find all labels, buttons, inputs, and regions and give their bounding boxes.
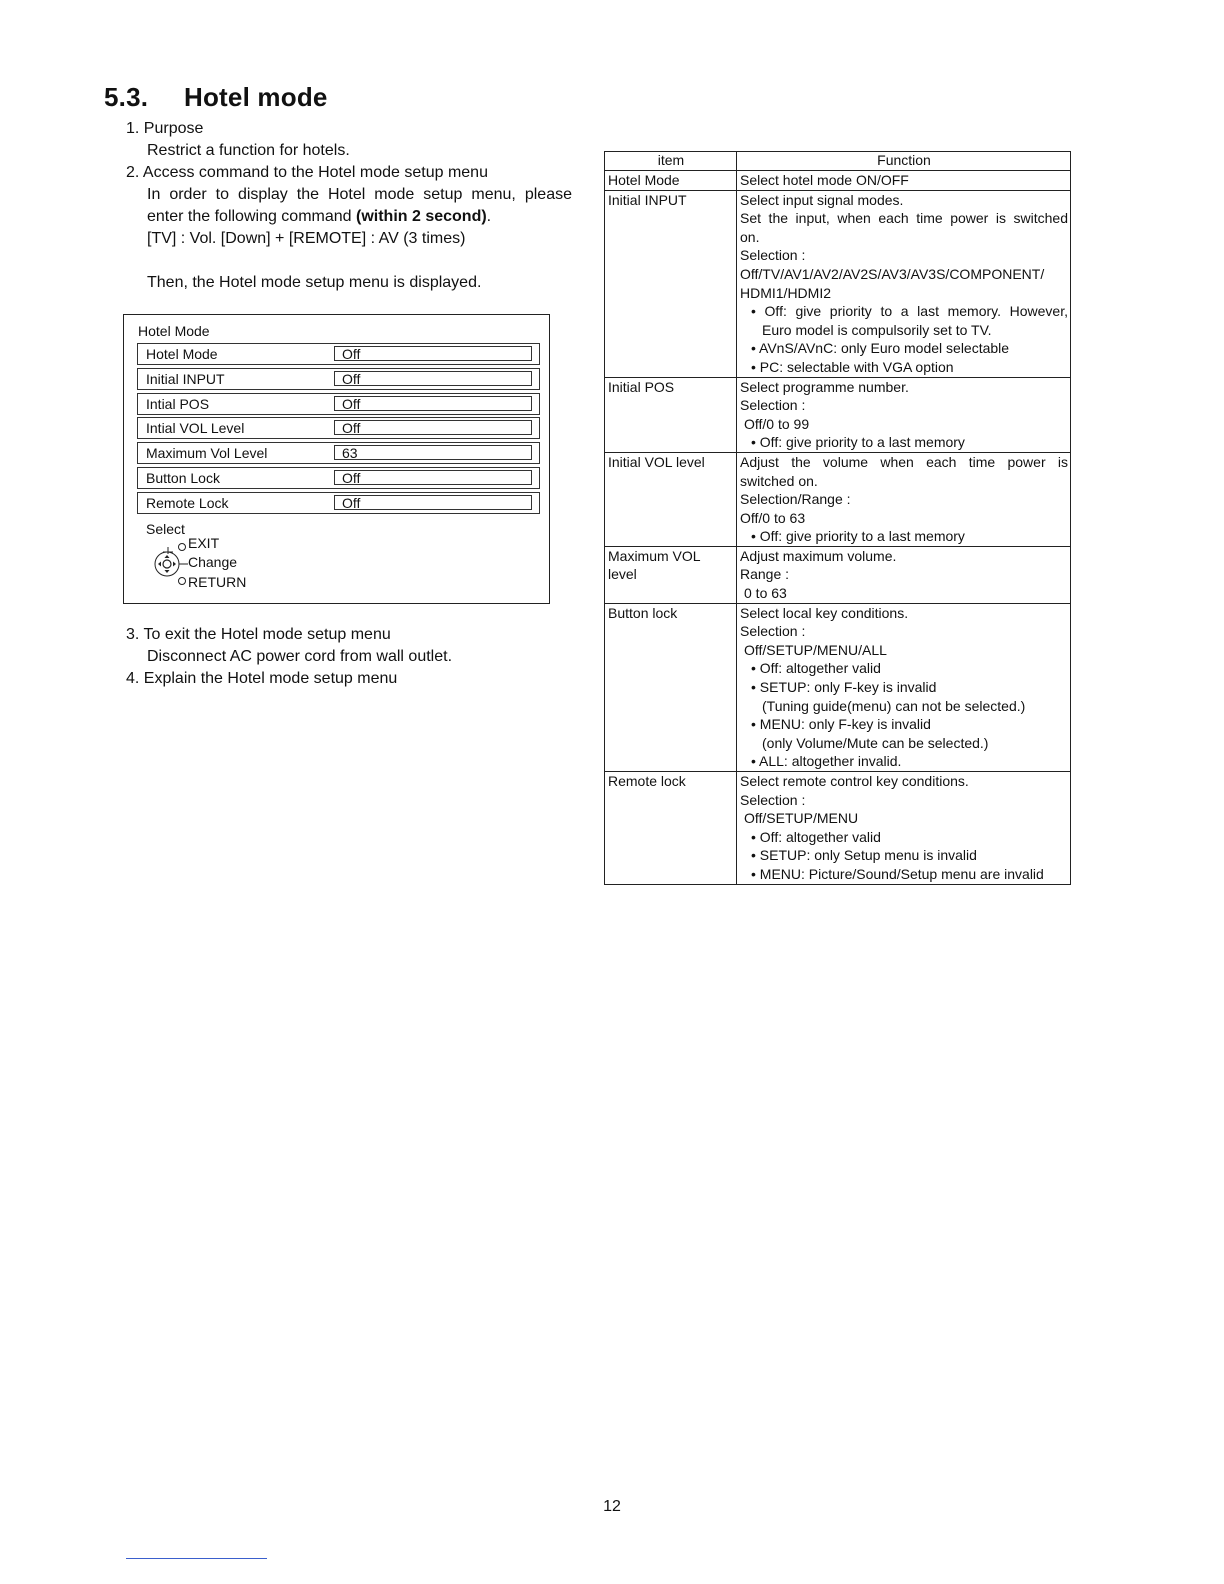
function-line: Select local key conditions. [740,604,909,621]
item-label: Hotel Mode [608,172,680,188]
function-line: Select remote control key conditions. [740,773,969,789]
page-number: 12 [603,1498,621,1515]
function-line: • SETUP: only F-key is invalid [751,679,937,696]
menu-row-value: Off [334,420,532,435]
table-row-maximum-vol-level [605,546,1071,603]
access-line-2-end: . [486,208,492,225]
function-line: • Off: give priority to a last memory [751,528,965,545]
function-line: Selection : [740,247,806,264]
menu-title: Hotel Mode [138,323,210,339]
explain-heading: 4. Explain the Hotel mode setup menu [126,670,398,687]
function-line: on. [740,228,760,245]
menu-row-value: Off [334,396,532,411]
legend-exit: EXIT [188,535,220,551]
function-line: Selection : [740,791,806,808]
menu-row-value: Off [334,495,532,510]
select-label: Select [146,521,185,537]
function-line: • SETUP: only Setup menu is invalid [751,847,977,864]
access-then: Then, the Hotel mode setup menu is displayed. [147,274,482,291]
function-line: Set the input, when each time power is switched [740,210,1068,227]
menu-row-label: Intial VOL Level [146,420,245,436]
menu-row-label: Hotel Mode [146,346,218,362]
menu-row-label: Button Lock [146,470,220,486]
instructions-upper [126,118,572,294]
function-line: 0 to 63 [744,585,787,602]
menu-row-label: Maximum Vol Level [146,445,268,461]
menu-row-label: Intial POS [146,396,210,412]
section-number: 5.3. [104,82,149,112]
table-header-row [605,152,1071,171]
function-line: Off/0 to 99 [744,415,810,432]
function-line: • ALL: altogether invalid. [751,753,902,770]
menu-row-value: 63 [334,445,532,460]
function-line: (Tuning guide(menu) can not be selected.) [762,697,1026,714]
function-line: Range : [740,566,790,583]
item-label: Initial INPUT [608,191,687,208]
access-line-2-text: enter the following command [147,208,356,225]
purpose-heading: 1. Purpose [126,120,204,137]
function-line: Select hotel mode ON/OFF [740,172,909,188]
purpose-text: Restrict a function for hotels. [147,142,350,159]
menu-row-maximum-vol-level[interactable] [137,442,540,464]
function-line: Select input signal modes. [740,191,904,208]
header-item: item [605,152,737,171]
function-line: Off/TV/AV1/AV2/AV2S/AV3/AV3S/COMPONENT/ [740,265,1045,282]
hotel-mode-menu [123,314,550,604]
function-line: Adjust maximum volume. [740,547,897,564]
function-line: (only Volume/Mute can be selected.) [762,734,989,751]
table-row-remote-lock [605,772,1071,885]
remote-navigation-icon [148,537,188,589]
access-command: [TV] : Vol. [Down] + [REMOTE] : AV (3 times) [147,230,466,247]
function-line: Selection/Range : [740,491,851,508]
menu-row-value: Off [334,346,532,361]
function-line: • Off: give priority to a last memory. However, [751,303,1068,320]
item-label: Remote lock [608,773,686,789]
menu-row-label: Initial INPUT [146,371,225,387]
section-title [104,82,328,113]
menu-row-remote-lock[interactable] [137,492,540,514]
function-line: • AVnS/AVnC: only Euro model selectable [751,340,1010,357]
footer-link-underline [126,1558,267,1559]
function-line: Off/0 to 63 [740,509,806,526]
access-heading: 2. Access command to the Hotel mode setup menu [126,164,488,181]
item-label: Button lock [608,604,678,621]
function-line: • MENU: only F-key is invalid [751,716,931,733]
function-line: Euro model is compulsorily set to TV. [762,321,992,338]
legend-change: Change [188,554,238,570]
exit-text: Disconnect AC power cord from wall outlet. [147,648,453,665]
function-line: Select programme number. [740,378,909,395]
instructions-lower [126,624,452,690]
hotel-mode-function-table [604,151,1071,885]
function-line: • Off: altogether valid [751,828,881,845]
section-name: Hotel mode [184,82,328,112]
function-line: HDMI1/HDMI2 [740,284,832,301]
table-row-initial-pos [605,377,1071,452]
exit-heading: 3. To exit the Hotel mode setup menu [126,626,391,643]
table-row-hotel-mode [605,171,1071,191]
access-line-2 [126,206,572,228]
menu-row-value: Off [334,470,532,485]
function-line: • PC: selectable with VGA option [751,358,954,375]
menu-row-label: Remote Lock [146,495,229,511]
function-line: Adjust the volume when each time power is [740,453,1068,470]
menu-row-initial-input[interactable] [137,368,540,390]
menu-row-initial-vol-level[interactable] [137,417,540,439]
access-line-2-bold: (within 2 second) [356,208,487,225]
item-label: Initial POS [608,378,675,395]
table-row-button-lock [605,603,1071,771]
function-line: switched on. [740,472,818,489]
item-label: Initial VOL level [608,453,705,470]
table-row-initial-input [605,190,1071,377]
item-label: level [608,566,637,583]
table-row-initial-vol-level [605,452,1071,546]
function-line: Selection : [740,623,806,640]
function-line: • Off: give priority to a last memory [751,434,965,451]
function-line: • MENU: Picture/Sound/Setup menu are invalid [751,865,1044,882]
function-line: • Off: altogether valid [751,660,881,677]
legend-return: RETURN [188,574,247,590]
function-line: Selection : [740,397,806,414]
function-line: Off/SETUP/MENU [744,810,859,827]
item-label: Maximum VOL [608,547,701,564]
menu-row-initial-pos[interactable] [137,393,540,415]
menu-row-button-lock[interactable] [137,467,540,489]
access-line-1: In order to display the Hotel mode setup menu, please [147,186,572,203]
header-function: Function [737,152,1071,171]
menu-row-hotel-mode[interactable] [137,343,540,365]
menu-row-value: Off [334,371,532,386]
function-line: Off/SETUP/MENU/ALL [744,641,887,658]
